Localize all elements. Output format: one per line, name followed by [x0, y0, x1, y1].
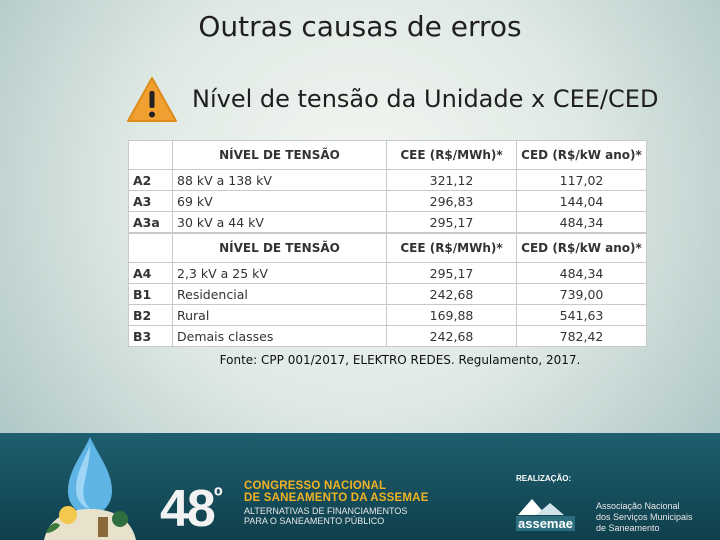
header-voltage-level: NÍVEL DE TENSÃO [173, 234, 387, 263]
table-row [129, 284, 647, 305]
row-code: A2 [129, 170, 173, 191]
row-ced: 484,34 [517, 263, 647, 284]
row-ced: 739,00 [517, 284, 647, 305]
row-cee: 295,17 [387, 212, 517, 233]
table-header-row [129, 141, 647, 170]
organizer-name-line3: de Saneamento [596, 523, 660, 533]
row-level: 30 kV a 44 kV [173, 212, 387, 233]
row-code: B2 [129, 305, 173, 326]
congress-logo-icon [38, 433, 142, 540]
congress-theme-line1: ALTERNATIVAS DE FINANCIAMENTOS [244, 506, 408, 516]
row-level: Rural [173, 305, 387, 326]
tariff-table-low-voltage [128, 233, 647, 347]
header-code [129, 141, 173, 170]
table-row [129, 212, 647, 233]
row-cee: 242,68 [387, 326, 517, 347]
table-row [129, 263, 647, 284]
row-code: B3 [129, 326, 173, 347]
row-cee: 295,17 [387, 263, 517, 284]
slide-title: Outras causas de erros [198, 10, 522, 43]
footer-banner [0, 433, 720, 540]
row-ced: 117,02 [517, 170, 647, 191]
row-cee: 321,12 [387, 170, 517, 191]
row-cee: 169,88 [387, 305, 517, 326]
table-row [129, 191, 647, 212]
row-ced: 541,63 [517, 305, 647, 326]
row-code: A3a [129, 212, 173, 233]
row-ced: 782,42 [517, 326, 647, 347]
row-cee: 296,83 [387, 191, 517, 212]
edition-digits: 48 [160, 480, 214, 538]
congress-theme-line2: PARA O SANEAMENTO PÚBLICO [244, 516, 385, 526]
row-ced: 144,04 [517, 191, 647, 212]
edition-number [160, 479, 221, 539]
slide-subtitle: Nível de tensão da Unidade x CEE/CED [192, 85, 659, 113]
source-citation: Fonte: CPP 001/2017, ELEKTRO REDES. Regulamento, 2017. [219, 353, 581, 367]
row-code: A3 [129, 191, 173, 212]
table-row [129, 326, 647, 347]
header-ced: CED (R$/kW ano)* [517, 141, 647, 170]
header-ced: CED (R$/kW ano)* [517, 234, 647, 263]
header-cee: CEE (R$/MWh)* [387, 234, 517, 263]
warning-icon [126, 76, 178, 124]
organizer-name-line2: dos Serviços Municipais [596, 512, 693, 522]
row-level: Demais classes [173, 326, 387, 347]
row-level: 88 kV a 138 kV [173, 170, 387, 191]
header-cee: CEE (R$/MWh)* [387, 141, 517, 170]
congress-title-line2: DE SANEAMENTO DA ASSEMAE [244, 492, 429, 504]
tariff-table-high-voltage [128, 140, 647, 233]
row-code: B1 [129, 284, 173, 305]
table-header-row [129, 234, 647, 263]
congress-title-line1: CONGRESSO NACIONAL [244, 480, 387, 492]
organizer-logo-text: assemae [518, 516, 573, 531]
edition-ordinal: º [213, 483, 221, 510]
table-row [129, 170, 647, 191]
organizer-name-line1: Associação Nacional [596, 501, 680, 511]
header-code [129, 234, 173, 263]
header-voltage-level: NÍVEL DE TENSÃO [173, 141, 387, 170]
row-level: 69 kV [173, 191, 387, 212]
row-cee: 242,68 [387, 284, 517, 305]
row-code: A4 [129, 263, 173, 284]
row-ced: 484,34 [517, 212, 647, 233]
organizer-label: REALIZAÇÃO: [516, 474, 572, 483]
table-row [129, 305, 647, 326]
row-level: 2,3 kV a 25 kV [173, 263, 387, 284]
row-level: Residencial [173, 284, 387, 305]
